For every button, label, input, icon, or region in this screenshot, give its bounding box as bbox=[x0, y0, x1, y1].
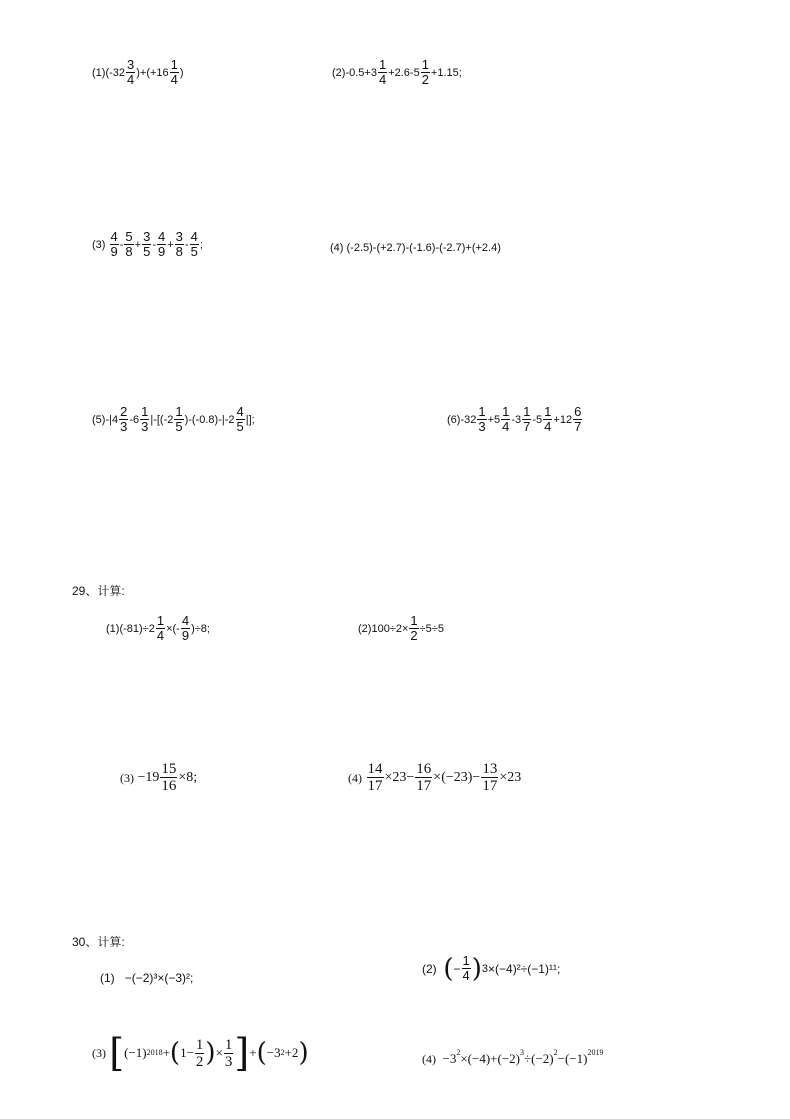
fraction: $\frac{1}{4}$ bbox=[462, 953, 470, 983]
q30-problem-4: $(4) -3^2\times(-4)+(-2)^3\div(-2)^2-(-1)^{2019}$ bbox=[422, 1048, 604, 1066]
problem-label: (4) bbox=[348, 770, 362, 785]
problem-label: (1) bbox=[100, 971, 115, 985]
problem-3: (3) $\frac{4}{9}$ - $\frac{5}{8}$ + $\frac{3}{5}$ - $\frac{4}{9}$ + $\frac{3}{8}$ - $\frac{4}{5}$ ; bbox=[92, 229, 203, 259]
problem-label: (4) bbox=[330, 242, 344, 254]
fraction: $\frac{3}{4}$ bbox=[127, 57, 135, 87]
fraction: $\frac{3}{5}$ bbox=[143, 229, 151, 259]
fraction: $\frac{4}{5}$ bbox=[236, 404, 244, 434]
fraction: $\frac{15}{16}$ bbox=[161, 761, 177, 794]
expression: −(−2)³×(−3)²; bbox=[124, 971, 194, 985]
q30-problem-2: (2) ( − $\frac{1}{4}$ ) 3 ×(−4)²÷(−1)¹¹; bbox=[422, 953, 561, 984]
expression: (-2.5)-(+2.7)-(-1.6)-(-2.7)+(+2.4) bbox=[346, 242, 501, 254]
fraction: $\frac{4}{5}$ bbox=[190, 229, 198, 259]
fraction: $\frac{6}{7}$ bbox=[574, 404, 582, 434]
problem-label: (3) bbox=[92, 238, 106, 251]
fraction: $\frac{3}{8}$ bbox=[175, 229, 183, 259]
problem-5: (5) -|4 $\frac{2}{3}$ -6 $\frac{1}{3}$ |-[(-2 $\frac{1}{5}$ )-(-0.8)-|-2 $\frac{4}{5}$ |]; bbox=[92, 404, 255, 434]
fraction: $\frac{1}{3}$ bbox=[478, 404, 486, 434]
problem-label: (3) bbox=[92, 1046, 106, 1060]
fraction: $\frac{13}{17}$ bbox=[482, 761, 498, 794]
q29-problem-3: (3) −19 $\frac{15}{16}$ ×8; bbox=[120, 761, 198, 794]
problem-4 bbox=[330, 241, 501, 255]
fraction: $\frac{5}{8}$ bbox=[125, 229, 133, 259]
problem-label: (1) bbox=[106, 622, 120, 635]
fraction: $\frac{1}{3}$ bbox=[141, 404, 149, 434]
fraction: $\frac{1}{2}$ bbox=[410, 613, 418, 643]
q29-problem-4: (4) $\frac{14}{17}$ ×23− $\frac{16}{17}$ ×(−23)− $\frac{13}{17}$ ×23 bbox=[348, 761, 522, 794]
problem-6: (6) -32 $\frac{1}{3}$ +5 $\frac{1}{4}$ -3 $\frac{1}{7}$ -5 $\frac{1}{4}$ +12 $\frac{6}{7}$ bbox=[447, 404, 582, 434]
fraction: $\frac{1}{2}$ bbox=[195, 1036, 204, 1070]
problem-label: (6) bbox=[447, 413, 461, 426]
fraction: $\frac{14}{17}$ bbox=[367, 761, 383, 794]
fraction: $\frac{4}{9}$ bbox=[110, 229, 118, 259]
fraction: $\frac{1}{7}$ bbox=[523, 404, 531, 434]
fraction: $\frac{1}{4}$ bbox=[378, 57, 387, 87]
q29-problem-2: (2) 100÷2× $\frac{1}{2}$ ÷5÷5 bbox=[358, 613, 444, 643]
fraction: $\frac{2}{3}$ bbox=[120, 404, 128, 434]
problem-label: (1) bbox=[92, 66, 106, 79]
fraction: $\frac{1}{4}$ bbox=[544, 404, 552, 434]
question-30-heading: 30、计算: bbox=[72, 935, 125, 949]
fraction: $\frac{1}{2}$ bbox=[421, 57, 429, 87]
fraction: $\frac{4}{9}$ bbox=[181, 613, 190, 643]
problem-2: (2) -0.5+3 $\frac{1}{4}$ +2.6-5 $\frac{1}{2}$ +1.15; bbox=[332, 57, 462, 87]
question-29-heading: 29、计算: bbox=[72, 584, 125, 598]
problem-label: (5) bbox=[92, 413, 106, 426]
problem-label: (2) bbox=[422, 961, 437, 976]
fraction: $\frac{4}{9}$ bbox=[158, 229, 166, 259]
fraction: $\frac{16}{17}$ bbox=[416, 761, 432, 794]
q30-problem-1 bbox=[100, 971, 193, 985]
problem-label: (2) bbox=[332, 66, 346, 79]
fraction: $\frac{1}{3}$ bbox=[224, 1036, 233, 1070]
problem-1: (1) (-32 $\frac{3}{4}$ )+(+16 $\frac{1}{4}$ ) bbox=[92, 57, 184, 87]
fraction: $\frac{1}{4}$ bbox=[156, 613, 165, 643]
q29-problem-1: (1) (-81)÷2 $\frac{1}{4}$ ×(- $\frac{4}{9}$ )÷8; bbox=[106, 613, 210, 643]
problem-label: (3) bbox=[120, 770, 134, 785]
q30-problem-3: (3) [ (−1) 2018 + ( 1− $\frac{1}{2}$ ) × $\frac{1}{3}$ ] + ( −3 2 +2 ) bbox=[92, 1031, 309, 1075]
fraction: $\frac{1}{4}$ bbox=[170, 57, 178, 87]
problem-label: (4) bbox=[422, 1052, 436, 1066]
fraction: $\frac{1}{5}$ bbox=[175, 404, 183, 434]
fraction: $\frac{1}{4}$ bbox=[502, 404, 510, 434]
problem-label: (2) bbox=[358, 622, 372, 635]
